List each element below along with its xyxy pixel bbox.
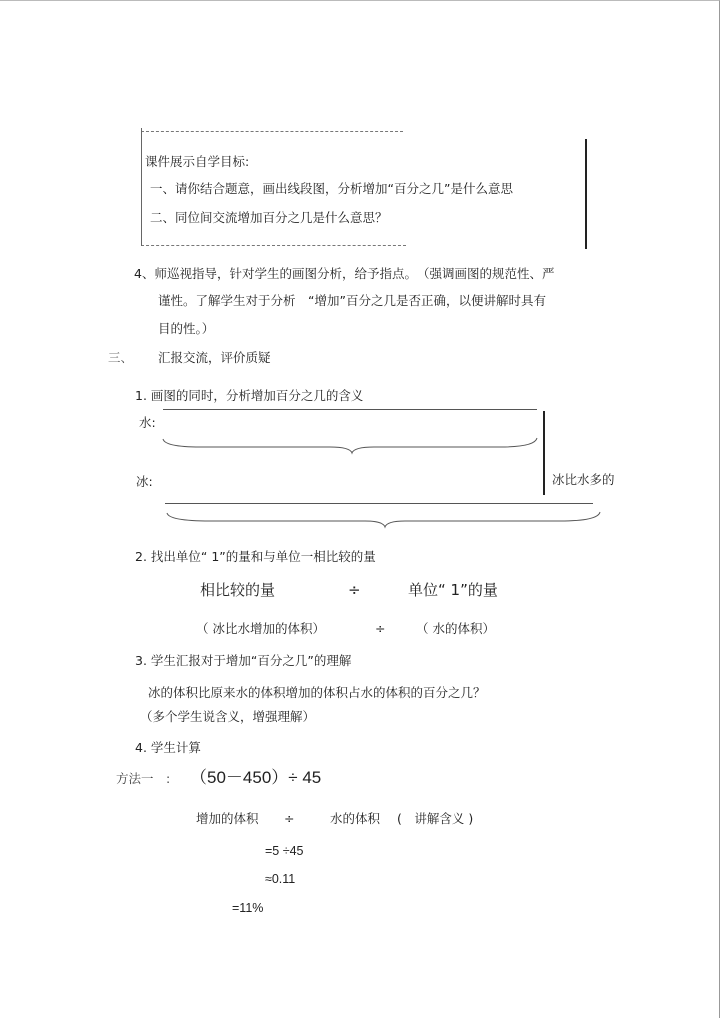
calc-step-2: ≈0.11 [265,872,296,886]
item3-title: 3. 学生汇报对于增加“百分之几”的理解 [135,653,352,668]
section3-number: 三、 [108,350,134,365]
item1-title: 1. 画图的同时，分析增加百分之几的含义 [135,388,364,403]
formula-left: 相比较的量 [200,581,276,599]
water-brace [163,438,537,453]
item2-title: 2. 找出单位“ 1”的量和与单位一相比较的量 [135,549,376,564]
goal-1: 一、请你结合题意，画出线段图，分析增加“百分之几”是什么意思 [150,181,513,196]
ice-brace [167,512,600,527]
item3-note: （多个学生说含义，增强理解） [140,709,316,724]
water-label: 水: [139,415,156,430]
brace-layer [0,1,720,1018]
item4-title: 4. 学生计算 [135,740,201,755]
step4-line2: 谨性。了解学生对于分析 “增加”百分之几是否正确，以便讲解时具有 [158,293,546,308]
goal-2: 二、同位间交流增加百分之几是什么意思？ [150,210,388,225]
meaning-right: 水的体积 [330,811,381,826]
step4-line1: 4、师巡视指导，针对学生的画图分析，给予指点。 （强调画图的规范性、严 [134,266,555,281]
meaning-note: ( 讲解含义 ) [397,811,474,826]
formula-operator: ÷ [348,581,361,599]
method-label: 方法一 : [116,771,171,786]
method-expression: （50－450）÷ 45 [190,768,322,787]
step4-line3: 目的性。） [158,321,215,336]
meaning-left: 增加的体积 [196,811,259,826]
ice-label: 冰: [136,474,153,489]
formula-right: 单位“ 1”的量 [408,581,498,599]
difference-label: 冰比水多的 [552,472,615,487]
calc-step-3: =11% [232,901,264,915]
calc-step-1: =5 ÷45 [265,844,304,858]
box-title: 课件展示自学目标: [145,154,250,169]
item3-question: 冰的体积比原来水的体积增加的体积占水的体积的百分之几？ [148,685,486,700]
section3-title: 汇报交流，评价质疑 [158,350,271,365]
example-left: （ 冰比水增加的体积） [196,621,325,636]
example-operator: ÷ [375,621,386,636]
meaning-operator: ÷ [284,811,295,826]
example-right: （ 水的体积） [416,621,495,636]
